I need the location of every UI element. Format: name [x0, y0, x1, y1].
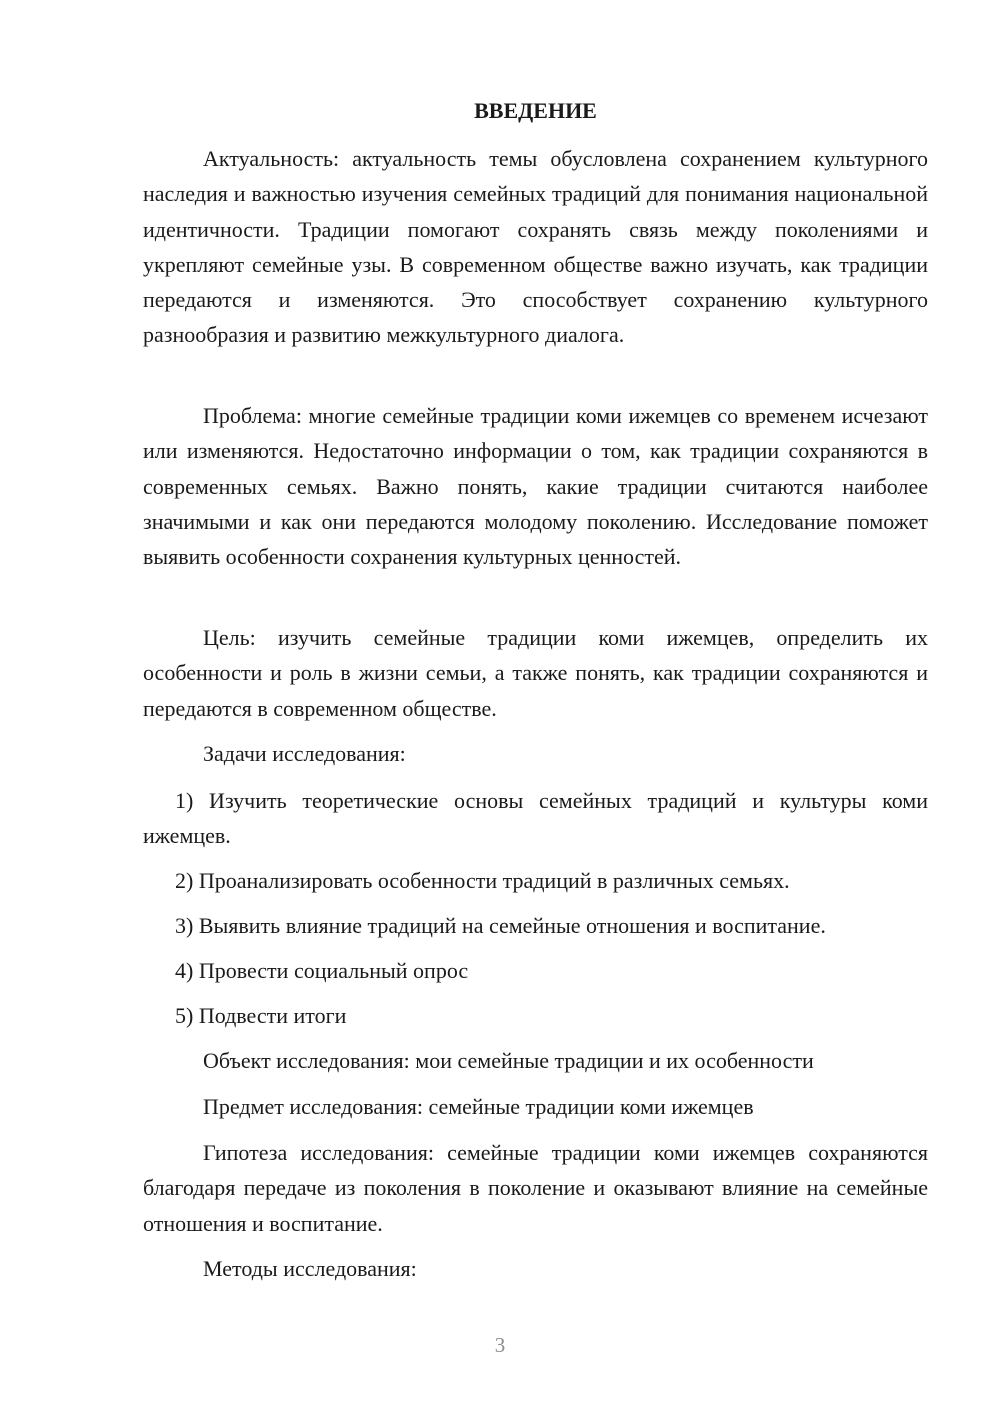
methods-heading: Методы исследования: [203, 1256, 417, 1281]
relevance-paragraph: Актуальность: актуальность темы обусловлена сохранением культурного наследия и важностью изучения семейных традиций для понимания национальной идентичности. Традиции помогают сохранять связь между поколениями и укрепляют семейные узы. В современном обществе важно изучать, как традиции передаются и изменяются. Это способствует сохранению культурного разнообразия и развитию межкультурного диалога. [143, 146, 928, 348]
problem-paragraph: Проблема: многие семейные традиции коми ижемцев со временем исчезают или изменяются. Недостаточно информации о том, как традиции сохраняются в современных семьях. Важно понять, какие традиции считаются наиболее значимыми и как они передаются молодому поколению. Исследование поможет выявить особенности сохранения культурных ценностей. [143, 403, 928, 570]
page-number: 3 [494, 1333, 506, 1357]
task-item-1: 1) Изучить теоретические основы семейных традиций и культуры коми ижемцев. [143, 788, 928, 849]
task-item-3: 3) Выявить влияние традиций на семейные отношения и воспитание. [175, 913, 826, 938]
goal-paragraph: Цель: изучить семейные традиции коми ижемцев, определить их особенности и роль в жизни семьи, а также понять, как традиции сохраняются и передаются в современном обществе. [143, 625, 928, 721]
subject-paragraph: Предмет исследования: семейные традиции коми ижемцев [203, 1094, 754, 1119]
task-item-5: 5) Подвести итоги [175, 1003, 347, 1028]
tasks-heading: Задачи исследования: [203, 741, 406, 766]
task-item-2: 2) Проанализировать особенности традиций в различных семьях. [175, 868, 790, 893]
object-paragraph: Объект исследования: мои семейные традиции и их особенности [203, 1048, 814, 1073]
task-item-4: 4) Провести социальный опрос [175, 958, 469, 983]
section-heading: ВВЕДЕНИЕ [474, 98, 597, 123]
hypothesis-paragraph: Гипотеза исследования: семейные традиции коми ижемцев сохраняются благодаря передаче из поколения в поколение и оказывают влияние на семейные отношения и воспитание. [143, 1140, 928, 1236]
